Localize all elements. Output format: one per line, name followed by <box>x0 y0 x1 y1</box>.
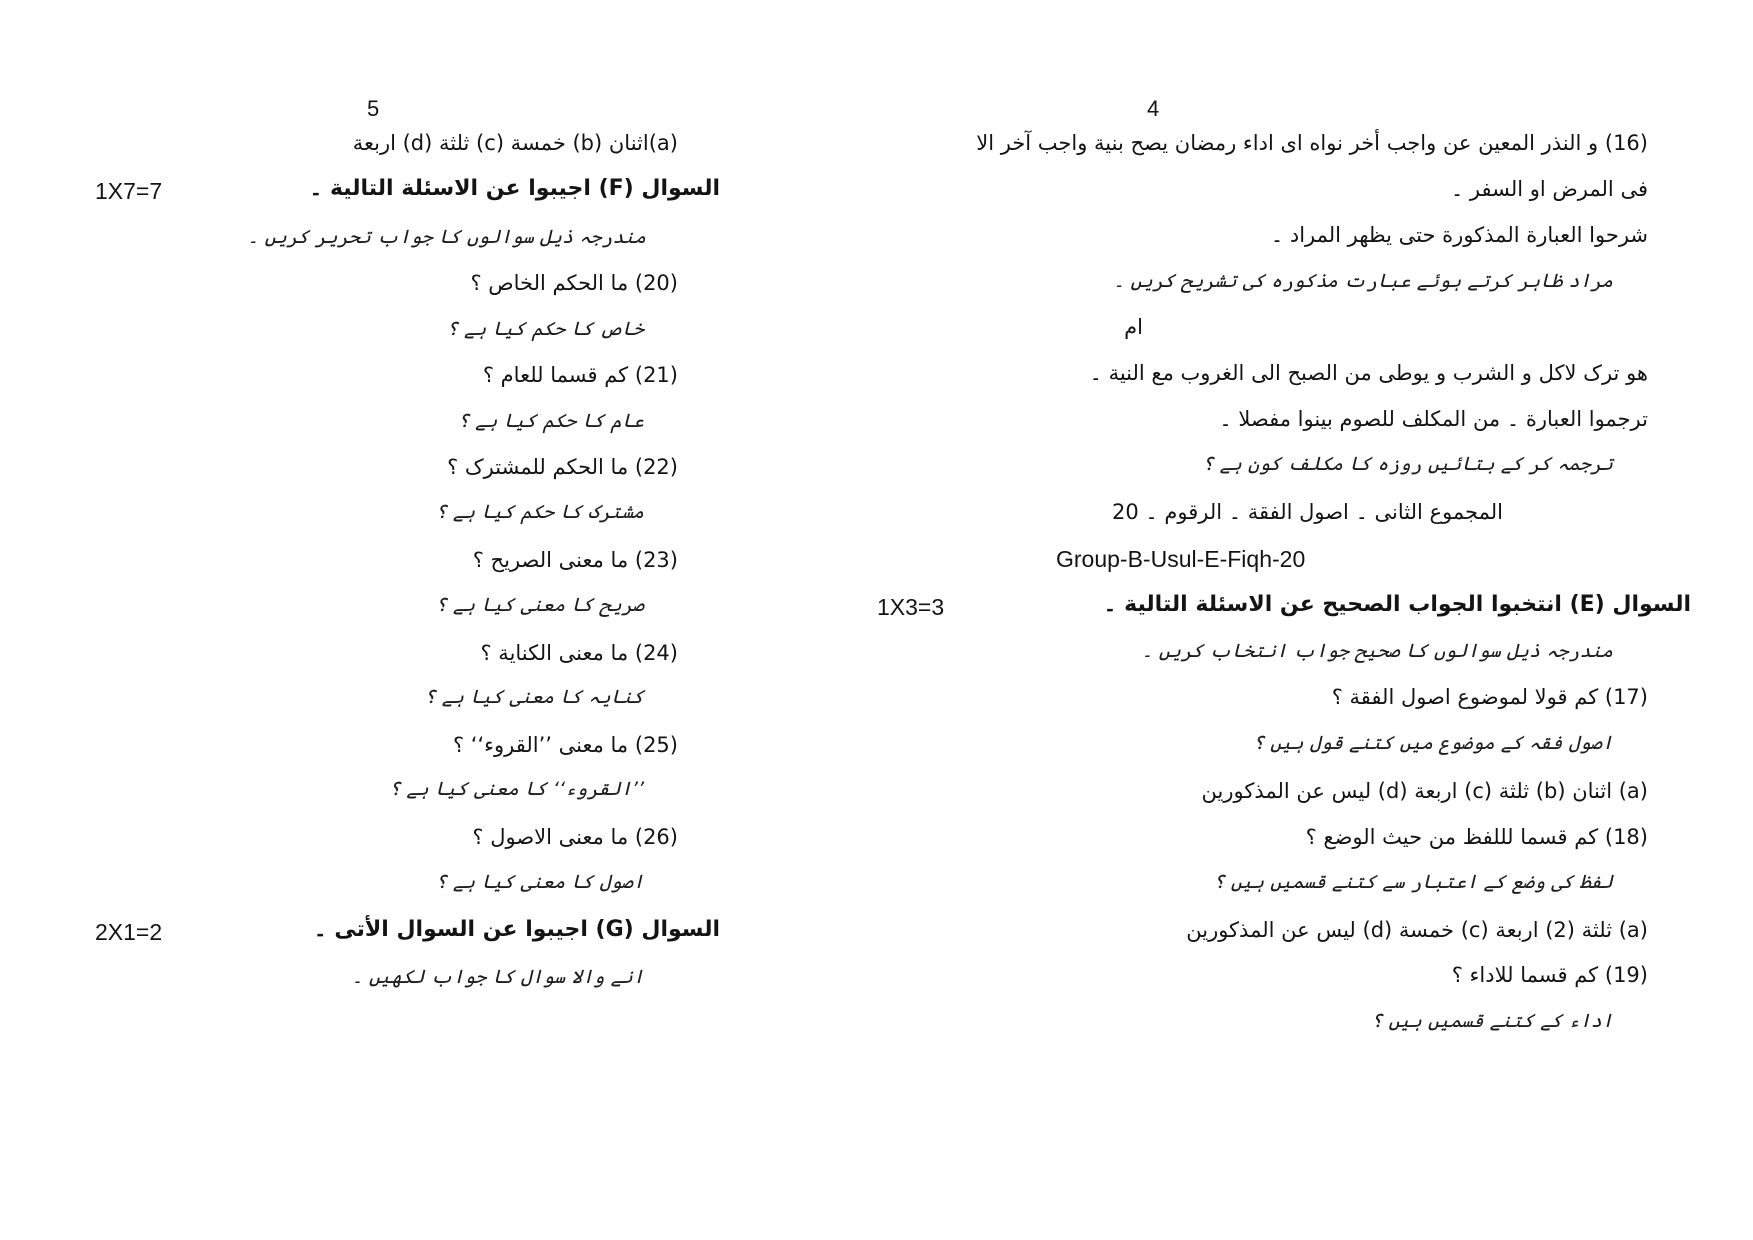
page-number: 5 <box>367 96 380 121</box>
page-4 <box>877 0 1753 1240</box>
question-16-explain-urdu: مراد ظاہر کرتے ہوئے عبارت مذکورہ کی تشریح کریں ۔ <box>1113 270 1613 292</box>
question-26: (26) ما معنی الاصول ؟ <box>472 825 678 849</box>
question-22-urdu: مشترک کا حکم کیا ہے ؟ <box>435 501 644 523</box>
question-19-urdu: اداء کے کتنے قسمیں ہیں ؟ <box>1371 1010 1613 1032</box>
question-17: (17) کم قولا لموضوع اصول الفقة ؟ <box>1331 685 1648 709</box>
page-number: 4 <box>1147 96 1160 121</box>
question-23-urdu: صریح کا معنی کیا ہے ؟ <box>435 594 644 616</box>
question-20: (20) ما الحکم الخاص ؟ <box>470 271 678 295</box>
question-21: (21) کم قسما للعام ؟ <box>482 363 678 387</box>
question-16-alternative: هو ترک لاکل و الشرب و یوطی من الصبح الی الغروب مع النیة ۔ <box>1089 361 1648 385</box>
question-e-marks: 1X3=3 <box>877 594 945 620</box>
question-g-instruction-urdu: انے والا سوال کا جواب لکھیں ۔ <box>351 966 644 988</box>
question-19: (19) کم قسما للاداء ؟ <box>1451 963 1648 987</box>
question-f-marks: 1X7=7 <box>95 178 163 204</box>
question-e-heading: السوال (E) انتخبوا الجواب الصحیح عن الاسئلة التالیة ۔ <box>1103 592 1691 617</box>
question-f-heading: السوال (F) اجیبوا عن الاسئلة التالیة ۔ <box>309 176 720 201</box>
question-16: (16) و النذر المعین عن واجب أخر نواه ای اداء رمضان یصح بنیة واجب آخر الا <box>976 131 1648 155</box>
question-16-continued: فی المرض او السفر ۔ <box>1450 177 1648 201</box>
question-17-urdu: اصول فقہ کے موضوع میں کتنے قول ہیں ؟ <box>1252 732 1613 754</box>
question-18: (18) کم قسما لللفظ من حیث الوضع ؟ <box>1305 825 1648 849</box>
question-18-urdu: لفظ کی وضع کے اعتبار سے کتنے قسمیں ہیں ؟ <box>1213 871 1613 893</box>
question-17-options: (a) اثنان (b) ثلثة (c) اربعة (d) لیس عن المذکورین <box>1201 779 1648 803</box>
question-e-instruction-urdu: مندرجہ ذیل سوالوں کا صحیح جواب انتخاب کریں ۔ <box>1141 640 1613 662</box>
question-g-marks: 2X1=2 <box>95 919 163 945</box>
group-heading-arabic: المجموع الثانی ۔ اصول الفقة ۔ الرقوم ۔ 20 <box>1111 500 1503 524</box>
question-20-urdu: خاص کا حکم کیا ہے ؟ <box>446 318 644 340</box>
question-16-translate-urdu: ترجمہ کر کے بتائیں روزہ کا مکلف کون ہے ؟ <box>1202 453 1613 475</box>
or-label: ام <box>1124 315 1143 339</box>
question-22: (22) ما الحکم للمشترک ؟ <box>447 455 678 479</box>
question-g-heading: السوال (G) اجیبوا عن السوال الأتی ۔ <box>313 917 720 942</box>
question-16-translate: ترجموا العبارة ۔ من المکلف للصوم بینوا مفصلا ۔ <box>1219 407 1648 431</box>
question-f-instruction-urdu: مندرجہ ذیل سوالوں کا جواب تحریر کریں ۔ <box>247 226 646 248</box>
question-18-options: (a) ثلثة (2) اربعة (c) خمسة (d) لیس عن المذکورین <box>1186 918 1648 942</box>
question-16-explain: شرحوا العبارة المذکورة حتی یظهر المراد ۔ <box>1270 223 1648 247</box>
group-heading-latin: Group-B-Usul-E-Fiqh-20 <box>1056 546 1306 572</box>
question-26-urdu: اصول کا معنی کیا ہے ؟ <box>435 871 644 893</box>
q19-options-continued: (a)اثنان (b) خمسة (c) ثلثة (d) اربعة <box>352 131 678 155</box>
question-23: (23) ما معنی الصریح ؟ <box>472 548 678 572</box>
question-25: (25) ما معنی ’’القروء‘‘ ؟ <box>452 733 678 757</box>
question-24-urdu: کنایہ کا معنی کیا ہے ؟ <box>424 686 644 708</box>
question-21-urdu: عام کا حکم کیا ہے ؟ <box>457 410 644 432</box>
question-24: (24) ما معنی الکنایة ؟ <box>480 641 678 665</box>
page-5 <box>0 0 876 1240</box>
question-25-urdu: ’’القروء‘‘ کا معنی کیا ہے ؟ <box>389 778 644 800</box>
